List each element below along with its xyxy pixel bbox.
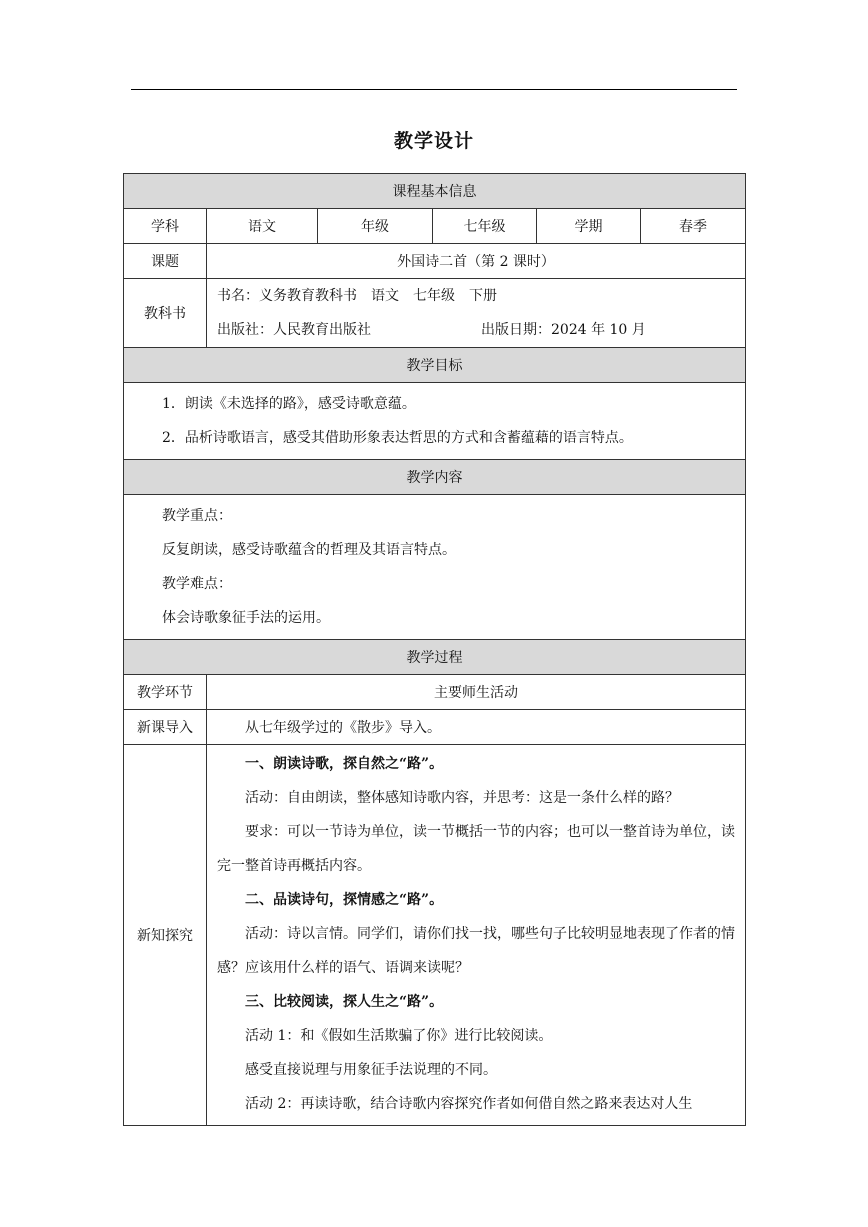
goals-header: 教学目标 — [124, 348, 746, 383]
date-label: 出版日期： — [481, 322, 551, 338]
key-point-label: 教学重点： — [162, 508, 232, 524]
process-col-stage: 教学环节 — [124, 675, 207, 710]
activity-text: 活动 1：和《假如生活欺骗了你》进行比较阅读。 — [245, 1028, 553, 1044]
topic-label: 课题 — [124, 244, 207, 279]
term-label: 学期 — [537, 209, 641, 244]
basic-info-header: 课程基本信息 — [124, 174, 746, 209]
subject-value: 语文 — [207, 209, 318, 244]
textbook-info — [207, 279, 746, 348]
requirement-text: 要求：可以一节诗为单位，读一节概括一节的内容；也可以一整首诗为单位，读完一整首诗再概括内容。 — [217, 824, 735, 874]
top-rule — [131, 89, 737, 90]
page-title: 教学设计 — [393, 130, 474, 152]
topic-value: 外国诗二首（第 2 课时） — [207, 244, 746, 279]
content-body — [124, 495, 746, 640]
publisher-label: 出版社： — [217, 322, 273, 338]
goal-item: 2．品析诗歌语言，感受其借助形象表达哲思的方式和含蓄蕴藉的语言特点。 — [162, 430, 633, 446]
grade-label: 年级 — [318, 209, 433, 244]
term-value: 春季 — [641, 209, 746, 244]
process-header: 教学过程 — [124, 640, 746, 675]
explore-label: 新知探究 — [124, 745, 207, 1126]
section-heading: 三、比较阅读，探人生之“路”。 — [245, 994, 444, 1010]
key-point-text: 反复朗读，感受诗歌蕴含的哲理及其语言特点。 — [162, 542, 456, 558]
textbook-label: 教科书 — [124, 279, 207, 348]
intro-label: 新课导入 — [124, 710, 207, 745]
lesson-plan-table — [123, 173, 746, 1126]
process-col-activity: 主要师生活动 — [207, 675, 746, 710]
activity-text: 感受直接说理与用象征手法说理的不同。 — [245, 1062, 497, 1078]
explore-body — [207, 745, 746, 1126]
activity-text: 活动：诗以言情。同学们，请你们找一找，哪些句子比较明显地表现了作者的情感？应该用什么样的语气、语调来读呢？ — [217, 926, 735, 976]
goals-list — [124, 383, 746, 460]
activity-text: 活动：自由朗读，整体感知诗歌内容，并思考：这是一条什么样的路？ — [245, 790, 679, 806]
activity-text: 活动 2：再读诗歌，结合诗歌内容探究作者如何借自然之路来表达对人生 — [245, 1096, 693, 1112]
difficult-point-text: 体会诗歌象征手法的运用。 — [162, 610, 330, 626]
section-heading: 一、朗读诗歌，探自然之“路”。 — [245, 756, 444, 772]
book-value: 义务教育教科书 语文 七年级 下册 — [259, 288, 497, 304]
grade-value: 七年级 — [433, 209, 537, 244]
publisher-value: 人民教育出版社 — [273, 322, 371, 338]
subject-label: 学科 — [124, 209, 207, 244]
content-header: 教学内容 — [124, 460, 746, 495]
section-heading: 二、品读诗句，探情感之“路”。 — [245, 892, 444, 908]
date-value: 2024 年 10 月 — [551, 322, 646, 338]
difficult-point-label: 教学难点： — [162, 576, 232, 592]
book-label: 书名： — [217, 288, 259, 304]
goal-item: 1．朗读《未选择的路》，感受诗歌意蕴。 — [162, 396, 416, 412]
intro-text: 从七年级学过的《散步》导入。 — [207, 710, 746, 745]
